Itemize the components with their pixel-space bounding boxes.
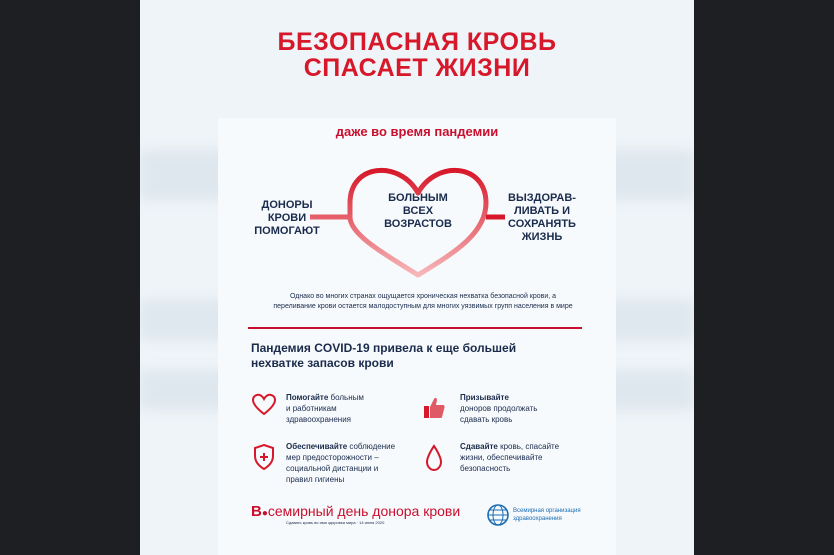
action-donate bbox=[460, 441, 559, 474]
action-line: безопасность bbox=[460, 464, 511, 473]
who-line: Всемирная организация bbox=[513, 508, 581, 514]
left-label-line: КРОВИ bbox=[267, 212, 307, 224]
world-blood-donor-day-title bbox=[251, 503, 460, 520]
title-rest: семирный день донора крови bbox=[267, 503, 461, 519]
action-bold: Помогайте bbox=[286, 393, 329, 402]
shield-cross-icon bbox=[252, 443, 276, 471]
right-label-line: ВЫЗДОРАВ- bbox=[508, 192, 576, 204]
right-dark-margin bbox=[694, 0, 834, 555]
action-help bbox=[286, 392, 364, 425]
action-line: правил гигиены bbox=[286, 475, 345, 484]
action-line: мер предосторожности – bbox=[286, 453, 379, 462]
action-line: здравоохранения bbox=[286, 415, 352, 424]
action-call bbox=[460, 392, 537, 425]
title-first-letter: В bbox=[251, 503, 262, 520]
note-line: переливание крови остается малодоступным для многих уязвимых групп населения в мире bbox=[273, 303, 573, 310]
shortage-note bbox=[258, 292, 588, 312]
covid-line: нехватке запасов крови bbox=[251, 356, 394, 370]
heart-icon bbox=[251, 393, 277, 417]
who-line: здравоохранения bbox=[513, 516, 562, 522]
right-label-line: ЖИЗНЬ bbox=[521, 231, 563, 243]
left-label-line: ДОНОРЫ bbox=[261, 199, 313, 211]
covid-line: Пандемия COVID-19 привела к еще большей bbox=[251, 341, 517, 355]
footer-subtitle: Сдавать кровь во имя здоровья мира · 14 июня 2020 bbox=[286, 520, 385, 525]
center-label-line: БОЛЬНЫМ bbox=[388, 192, 448, 204]
title-line-2: СПАСАЕТ ЖИЗНИ bbox=[303, 54, 531, 82]
action-bold: Сдавайте bbox=[460, 442, 498, 451]
left-label bbox=[252, 199, 322, 238]
note-line: Однако во многих странах ощущается хроническая нехватка безопасной крови, а bbox=[289, 293, 557, 300]
right-label-line: ЛИВАТЬ И bbox=[513, 205, 570, 217]
action-line: жизни, обеспечивайте bbox=[460, 453, 543, 462]
action-line: и работникам bbox=[286, 404, 337, 413]
left-label-line: ПОМОГАЮТ bbox=[254, 225, 320, 237]
poster bbox=[140, 0, 694, 555]
left-dark-margin bbox=[0, 0, 140, 555]
who-emblem-icon bbox=[486, 503, 510, 527]
action-rest: кровь, спасайте bbox=[497, 442, 560, 451]
action-line: сдавать кровь bbox=[460, 415, 513, 424]
action-rest: больным bbox=[328, 393, 364, 402]
action-line: доноров продолжать bbox=[460, 404, 538, 413]
center-label-line: ВСЕХ bbox=[402, 205, 434, 217]
action-line: социальной дистанции и bbox=[286, 464, 379, 473]
title-line-1: БЕЗОПАСНАЯ КРОВЬ bbox=[277, 28, 557, 56]
subtitle: даже во время пандемии bbox=[335, 124, 499, 139]
right-label bbox=[502, 192, 582, 244]
who-logo-text bbox=[513, 507, 581, 523]
center-label-line: ВОЗРАСТОВ bbox=[384, 218, 452, 230]
drop-glyph-icon: ● bbox=[261, 508, 268, 519]
center-label bbox=[378, 192, 458, 231]
action-ensure bbox=[286, 441, 395, 485]
covid-heading bbox=[251, 341, 551, 371]
action-bold: Призывайте bbox=[460, 393, 509, 402]
blood-drop-icon bbox=[424, 444, 444, 472]
divider bbox=[248, 327, 582, 329]
thumbs-up-icon bbox=[422, 395, 446, 421]
action-bold: Обеспечивайте bbox=[286, 442, 348, 451]
action-rest: соблюдение bbox=[347, 442, 396, 451]
right-label-line: СОХРАНЯТЬ bbox=[508, 218, 576, 230]
